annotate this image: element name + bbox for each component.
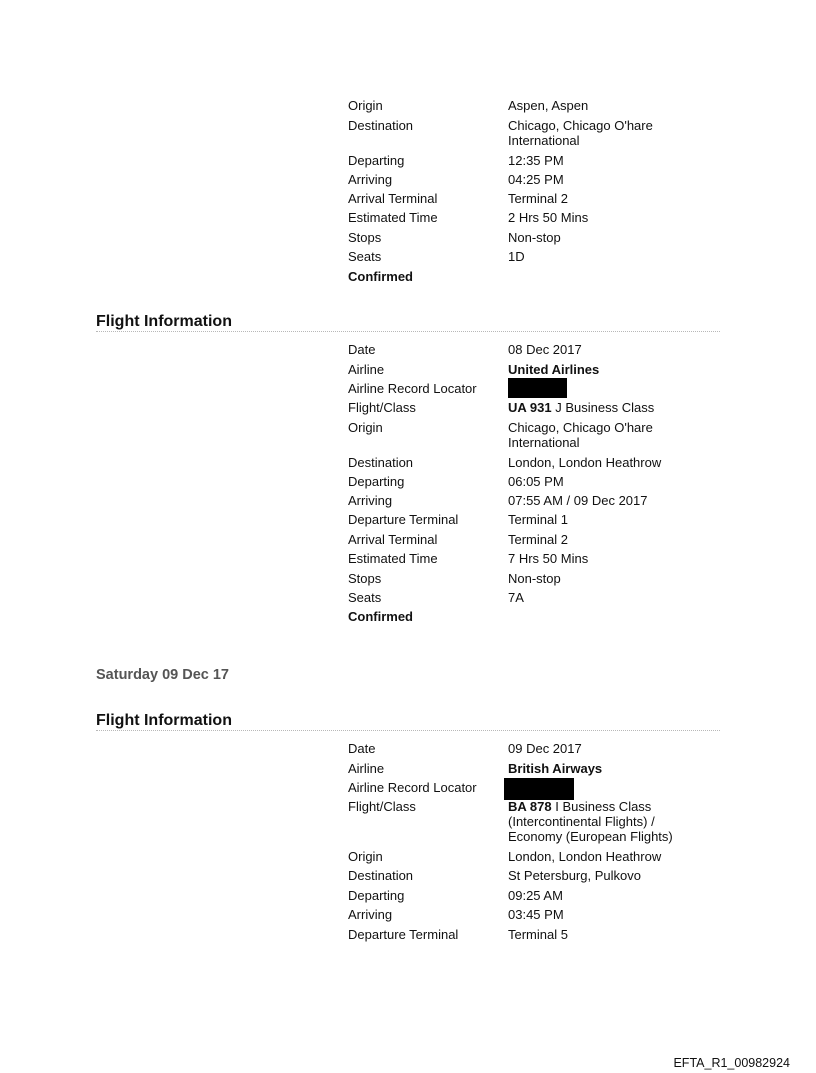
detail-value: 7A <box>508 590 524 605</box>
flight-class: J Business Class <box>551 400 655 415</box>
detail-value <box>508 799 688 844</box>
section-title: Flight Information <box>96 313 232 330</box>
detail-label: Arrival Terminal <box>348 191 438 206</box>
detail-value: 09 Dec 2017 <box>508 741 582 756</box>
detail-value: Chicago, Chicago O'hare International <box>508 118 653 148</box>
detail-label: Flight/Class <box>348 400 416 415</box>
detail-label: Airline Record Locator <box>348 381 477 396</box>
flight-number: BA 878 <box>508 799 552 814</box>
detail-value: Terminal 2 <box>508 532 568 547</box>
detail-label: Seats <box>348 590 382 605</box>
detail-value: London, London Heathrow <box>508 849 662 864</box>
detail-label: Date <box>348 342 376 357</box>
day-heading: Saturday 09 Dec 17 <box>96 667 229 683</box>
detail-value: 1D <box>508 249 525 264</box>
detail-label: Arrival Terminal <box>348 532 438 547</box>
detail-value: 03:45 PM <box>508 907 564 922</box>
detail-label: Estimated Time <box>348 210 438 225</box>
detail-value: 09:25 AM <box>508 888 563 903</box>
detail-value: 07:55 AM / 09 Dec 2017 <box>508 493 648 508</box>
detail-label: Stops <box>348 571 382 586</box>
detail-value: 2 Hrs 50 Mins <box>508 210 589 225</box>
detail-value: Non-stop <box>508 230 561 245</box>
airline-name: United Airlines <box>508 362 600 377</box>
detail-label: Departure Terminal <box>348 512 459 527</box>
detail-label: Departing <box>348 474 405 489</box>
redaction-box <box>508 378 567 398</box>
detail-label: Airline Record Locator <box>348 780 477 795</box>
detail-label: Arriving <box>348 493 393 508</box>
detail-label: Departing <box>348 153 405 168</box>
detail-value: Terminal 2 <box>508 191 568 206</box>
section-title: Flight Information <box>96 712 232 729</box>
detail-value: St Petersburg, Pulkovo <box>508 868 641 883</box>
detail-label: Arriving <box>348 172 393 187</box>
status-label: Confirmed <box>348 269 413 284</box>
detail-label: Flight/Class <box>348 799 416 814</box>
detail-value: 7 Hrs 50 Mins <box>508 551 589 566</box>
flight-number: UA 931 <box>508 400 552 415</box>
detail-label: Seats <box>348 249 382 264</box>
detail-label: Airline <box>348 761 385 776</box>
detail-label: Destination <box>348 868 414 883</box>
detail-value: 04:25 PM <box>508 172 564 187</box>
detail-value: 08 Dec 2017 <box>508 342 582 357</box>
detail-label: Departing <box>348 888 405 903</box>
document-id: EFTA_R1_00982924 <box>673 1056 790 1070</box>
detail-value: 06:05 PM <box>508 474 564 489</box>
status-label: Confirmed <box>348 609 413 624</box>
section-divider <box>96 730 720 731</box>
redaction-box <box>504 778 574 800</box>
section-divider <box>96 331 720 332</box>
detail-label: Arriving <box>348 907 393 922</box>
detail-value: Aspen, Aspen <box>508 98 589 113</box>
detail-label: Destination <box>348 118 414 133</box>
detail-value <box>508 400 698 415</box>
detail-label: Stops <box>348 230 382 245</box>
detail-value: Chicago, Chicago O'hare International <box>508 420 653 450</box>
detail-label: Date <box>348 741 376 756</box>
flight-class: I Business Class (Intercontinental Flights) / Economy (European Flights) <box>508 799 673 844</box>
detail-label: Estimated Time <box>348 551 438 566</box>
detail-label: Destination <box>348 455 414 470</box>
detail-label: Origin <box>348 420 383 435</box>
detail-value: Non-stop <box>508 571 561 586</box>
detail-label: Departure Terminal <box>348 927 459 942</box>
detail-label: Airline <box>348 362 385 377</box>
detail-value: Terminal 5 <box>508 927 568 942</box>
detail-label: Origin <box>348 98 383 113</box>
detail-value: London, London Heathrow <box>508 455 662 470</box>
detail-label: Origin <box>348 849 383 864</box>
airline-name: British Airways <box>508 761 603 776</box>
detail-value: 12:35 PM <box>508 153 564 168</box>
detail-value: Terminal 1 <box>508 512 568 527</box>
